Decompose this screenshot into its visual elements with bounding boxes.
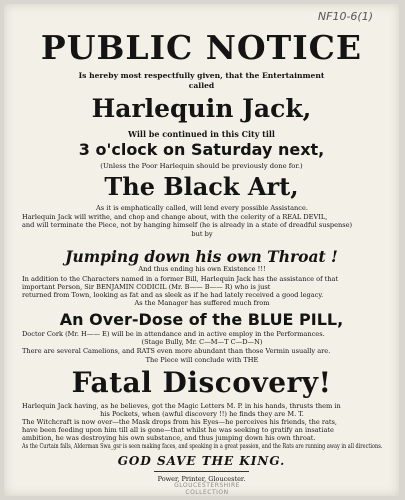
intro-line-2: called xyxy=(188,81,215,90)
ending-text: And thus ending his own Existence !!! xyxy=(138,265,266,273)
unless-line: (Unless the Poor Harlequin should be previously done for.) xyxy=(100,162,303,170)
doctor-text-1: Doctor Cork (Mr. H—— E) will be in attendance and in active employ in the Performances. xyxy=(22,330,325,338)
fatal-text-1: Harlequin Jack having, as he believes, got the Magic Letters M. P. in his hands, thrusts them in xyxy=(22,402,341,410)
time-line: 3 o'clock on Saturday next, xyxy=(78,140,325,159)
god-save-the-king: GOD SAVE THE KING. xyxy=(117,454,286,468)
fatal-text-2: his Pockets, when (awful discovery !!) he finds they are M. T. xyxy=(100,410,304,418)
title-harlequin: Harlequin Jack, xyxy=(91,94,312,123)
title-jumping: Jumping down his own Throat ! xyxy=(65,247,338,266)
title-black-art: The Black Art, xyxy=(104,172,299,201)
black-art-text-3: and will terminate the Piece, not by hanging himself (he is already in a state of dreadful suspense) xyxy=(22,221,353,229)
black-art-text-4: but by xyxy=(191,230,213,238)
conclude-text: The Piece will conclude with THE xyxy=(145,356,259,364)
fatal-text-5: ambition, he was destroying his own substance, and thus jumping down his own throat. xyxy=(22,434,316,442)
characters-text-1: In addition to the Characters named in a former Bill, Harlequin Jack has the assistance of that xyxy=(22,275,339,283)
collection-stamp xyxy=(162,483,252,496)
black-art-text-2: Harlequin Jack will writhe, and chop and change about, with the celerity of a REAL DEVIL, xyxy=(22,213,328,221)
notice-heading: PUBLIC NOTICE xyxy=(40,28,363,67)
black-art-text-1: As it is emphatically called, will lend every possible Assistance. xyxy=(96,204,308,212)
printer-credit: Power, Printer, Gloucester. xyxy=(157,475,246,483)
doctor-text-3: There are several Camelions, and RATS even more abundant than those Vermin usually are. xyxy=(22,347,331,355)
fatal-text-6: As the Curtain falls, Alderman Swa_gsr is seen making faces, and speaking in a great passion, and the Rats are running away in all directions. xyxy=(22,442,383,450)
fatal-text-4: have been feeding upon him till all is gone—that whilst he was seeking to gratify an insatiate xyxy=(22,426,334,434)
intro-line-1: Is hereby most respectfully given, that the Entertainment xyxy=(78,71,325,80)
notice-sheet xyxy=(4,4,399,496)
stamp-line-1: GLOUCESTERSHIRE xyxy=(174,482,240,489)
reference-mark: NF10-6(1) xyxy=(317,10,373,23)
doctor-text-2: (Stage Bully, Mr. C—M—T C—D—N) xyxy=(141,338,263,346)
title-overdose: An Over-Dose of the BLUE PILL, xyxy=(59,310,344,329)
characters-text-3: returned from Town, looking as fat and as sleek as if he had lately received a good legacy. xyxy=(22,291,324,299)
manager-text: As the Manager has suffered much from xyxy=(134,299,270,307)
characters-text-2: important Person, Sir BENJAMIN CODICIL (Mr. B—— B—— R) who is just xyxy=(22,283,271,291)
divider xyxy=(154,471,249,472)
fatal-text-3: The Witchcraft is now over—the Mask drops from his Eyes—he perceives his friends, the rats, xyxy=(22,418,338,426)
stamp-line-2: COLLECTION xyxy=(185,488,229,496)
continued-line: Will be continued in this City till xyxy=(128,129,275,139)
title-fatal-discovery: Fatal Discovery! xyxy=(71,366,332,399)
